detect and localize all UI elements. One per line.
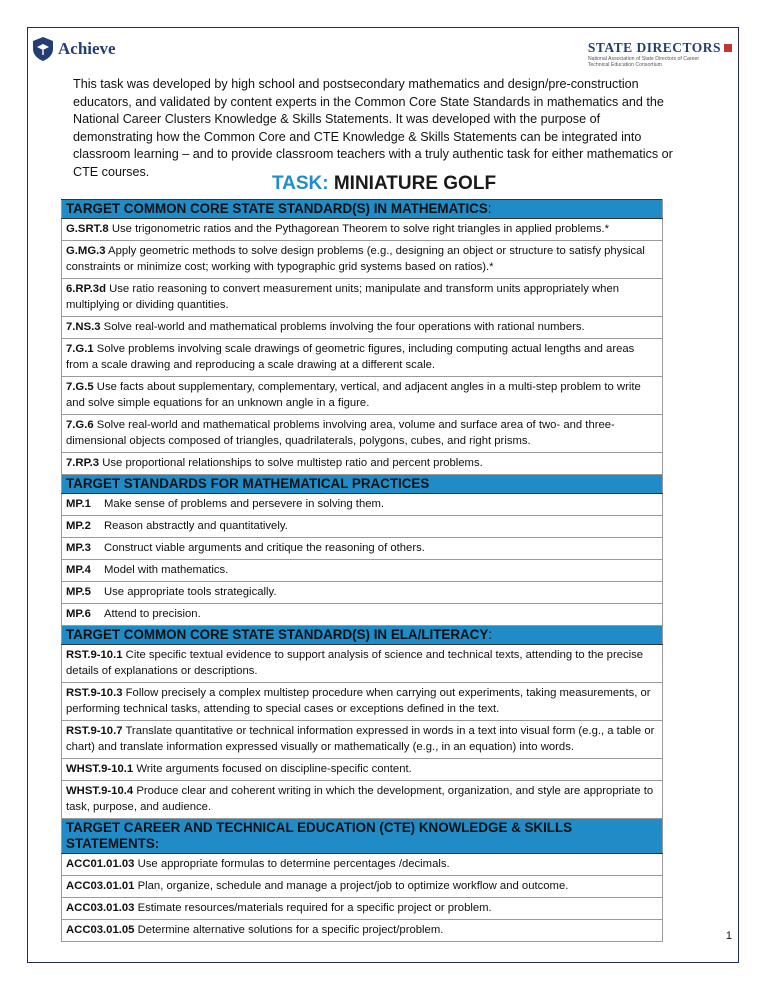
standard-row: [62, 854, 663, 876]
standard-row: [62, 317, 663, 339]
standard-row: [62, 494, 663, 516]
standard-code: MP.2: [62, 516, 101, 538]
standard-row: [62, 604, 663, 626]
standard-code: MP.4: [62, 560, 101, 582]
math-standards-title: TARGET COMMON CORE STATE STANDARD(S) IN MATHEMATICS: [66, 201, 488, 216]
math-practices-title: TARGET STANDARDS FOR MATHEMATICAL PRACTICES: [66, 476, 430, 491]
standard-text: Apply geometric methods to solve design problems (e.g., designing an object or structure to satisfy physical constraints or minimize cost; working with typographic grid systems based on ratios).*: [66, 245, 645, 273]
standard-row: [62, 516, 663, 538]
standard-text: Use proportional relationships to solve multistep ratio and percent problems.: [99, 457, 483, 469]
standard-code: 7.RP.3: [66, 457, 100, 469]
task-title: [0, 173, 768, 195]
state-directors-logo-text: STATE DIRECTORS: [587, 40, 721, 55]
standard-row: [62, 219, 663, 241]
standard-text: Use appropriate formulas to determine percentages /decimals.: [134, 858, 450, 870]
standard-text: Use appropriate tools strategically.: [100, 582, 663, 604]
standard-text: Solve problems involving scale drawings of geometric figures, including computing actual lengths and areas from a scale drawing and reproducing a scale drawing at a different scale.: [66, 343, 635, 371]
achieve-logo: [32, 36, 116, 62]
standard-code: WHST.9-10.1: [66, 763, 134, 775]
intro-paragraph: This task was developed by high school and postsecondary mathematics and design/pre-construction educators, and validated by content experts in the Common Core State Standards in mathematics and the National Career Clusters Knowledge & Skills Statements. It was developed with the purpose of demonstrating how the Common Core and CTE Knowledge & Skills Statements can be integrated into classroom learning – and to provide classroom teachers with a truly authentic task for either mathematics or CTE courses.: [73, 77, 673, 179]
standard-row: [62, 920, 663, 942]
standard-text: Use trigonometric ratios and the Pythagorean Theorem to solve right triangles in applied problems.*: [108, 223, 609, 235]
standard-row: [62, 876, 663, 898]
standard-row: [62, 759, 663, 781]
standard-code: ACC03.01.01: [66, 880, 135, 892]
standard-code: 6.RP.3d: [66, 283, 106, 295]
standard-code: ACC03.01.03: [66, 902, 135, 914]
standard-text: Make sense of problems and persevere in solving them.: [100, 494, 663, 516]
standard-code: MP.5: [62, 582, 101, 604]
cte-statements-header: [62, 819, 663, 854]
ela-standards-header: [62, 626, 663, 645]
standard-text: Use ratio reasoning to convert measurement units; manipulate and transform units appropriately when multiplying or dividing quantities.: [66, 283, 620, 311]
standard-row: [62, 781, 663, 819]
standard-row: [62, 453, 663, 475]
standard-code: 7.G.5: [66, 381, 94, 393]
standard-row: [62, 339, 663, 377]
standard-code: ACC01.01.03: [66, 858, 135, 870]
ela-standards-title-suffix: :: [488, 627, 493, 642]
state-directors-logo: [588, 40, 732, 68]
standard-text: Reason abstractly and quantitatively.: [100, 516, 663, 538]
achieve-logo-text: Achieve: [58, 39, 116, 58]
standard-text: Estimate resources/materials required for a specific project or problem.: [134, 902, 492, 914]
standard-code: RST.9-10.7: [66, 725, 123, 737]
standard-code: 7.NS.3: [66, 321, 101, 333]
standard-code: G.SRT.8: [66, 223, 109, 235]
standard-text: Determine alternative solutions for a specific project/problem.: [134, 924, 444, 936]
standard-text: Follow precisely a complex multistep procedure when carrying out experiments, taking measurements, or performing technical tasks, attending to special cases or exceptions defined in the text.: [66, 687, 651, 715]
standard-text: Cite specific textual evidence to support analysis of science and technical texts, attending to the precise details of explanations or descriptions.: [66, 649, 644, 677]
standard-text: Solve real-world and mathematical problems involving the four operations with rational numbers.: [100, 321, 585, 333]
standard-code: ACC03.01.05: [66, 924, 135, 936]
shield-icon: [32, 36, 54, 62]
task-separator: :: [322, 173, 334, 194]
standard-row: [62, 721, 663, 759]
standard-row: [62, 645, 663, 683]
standard-row: [62, 279, 663, 317]
logo-square-icon: [724, 44, 732, 52]
state-directors-subtext: National Association of State Directors of Career Technical Education Consortium: [587, 56, 700, 68]
task-name: MINIATURE GOLF: [333, 173, 497, 194]
standard-code: G.MG.3: [66, 245, 106, 257]
standard-text: Translate quantitative or technical information expressed in words in a text into visual form (e.g., a table or chart) and translate information expressed visually or mathematically (e.g., in an equation) into words.: [66, 725, 655, 753]
standard-code: MP.3: [62, 538, 101, 560]
math-standards-title-suffix: :: [487, 201, 492, 216]
standard-code: 7.G.6: [66, 419, 94, 431]
cte-statements-title: TARGET CAREER AND TECHNICAL EDUCATION (CTE) KNOWLEDGE & SKILLS STATEMENTS:: [66, 820, 573, 851]
standard-text: Construct viable arguments and critique the reasoning of others.: [100, 538, 663, 560]
math-practices-header: [62, 475, 663, 494]
standard-row: [62, 415, 663, 453]
task-label: TASK: [271, 173, 323, 194]
standard-code: MP.6: [62, 604, 101, 626]
standard-code: MP.1: [62, 494, 101, 516]
standards-table: [61, 199, 663, 942]
standard-code: 7.G.1: [66, 343, 94, 355]
standard-row: [62, 898, 663, 920]
standard-code: RST.9-10.3: [66, 687, 123, 699]
standard-row: [62, 377, 663, 415]
standard-row: [62, 241, 663, 279]
standard-row: [62, 538, 663, 560]
standard-row: [62, 560, 663, 582]
standard-text: Write arguments focused on discipline-specific content.: [133, 763, 412, 775]
standard-text: Solve real-world and mathematical problems involving area, volume and surface area of two- and three-dimensional objects composed of triangles, quadrilaterals, polygons, cubes, and right prisms.: [66, 419, 615, 447]
standard-text: Plan, organize, schedule and manage a project/job to optimize workflow and outcome.: [134, 880, 569, 892]
standard-text: Produce clear and coherent writing in which the development, organization, and style are appropriate to task, purpose, and audience.: [66, 785, 654, 813]
math-standards-header: [62, 200, 663, 219]
ela-standards-title: TARGET COMMON CORE STATE STANDARD(S) IN ELA/LITERACY: [66, 627, 489, 642]
standard-row: [62, 582, 663, 604]
standard-row: [62, 683, 663, 721]
page-number: 1: [725, 930, 732, 942]
standard-text: Use facts about supplementary, complementary, vertical, and adjacent angles in a multi-step problem to write and solve simple equations for an unknown angle in a figure.: [66, 381, 641, 409]
standard-code: RST.9-10.1: [66, 649, 123, 661]
standard-code: WHST.9-10.4: [66, 785, 134, 797]
standard-text: Attend to precision.: [100, 604, 663, 626]
standard-text: Model with mathematics.: [100, 560, 663, 582]
